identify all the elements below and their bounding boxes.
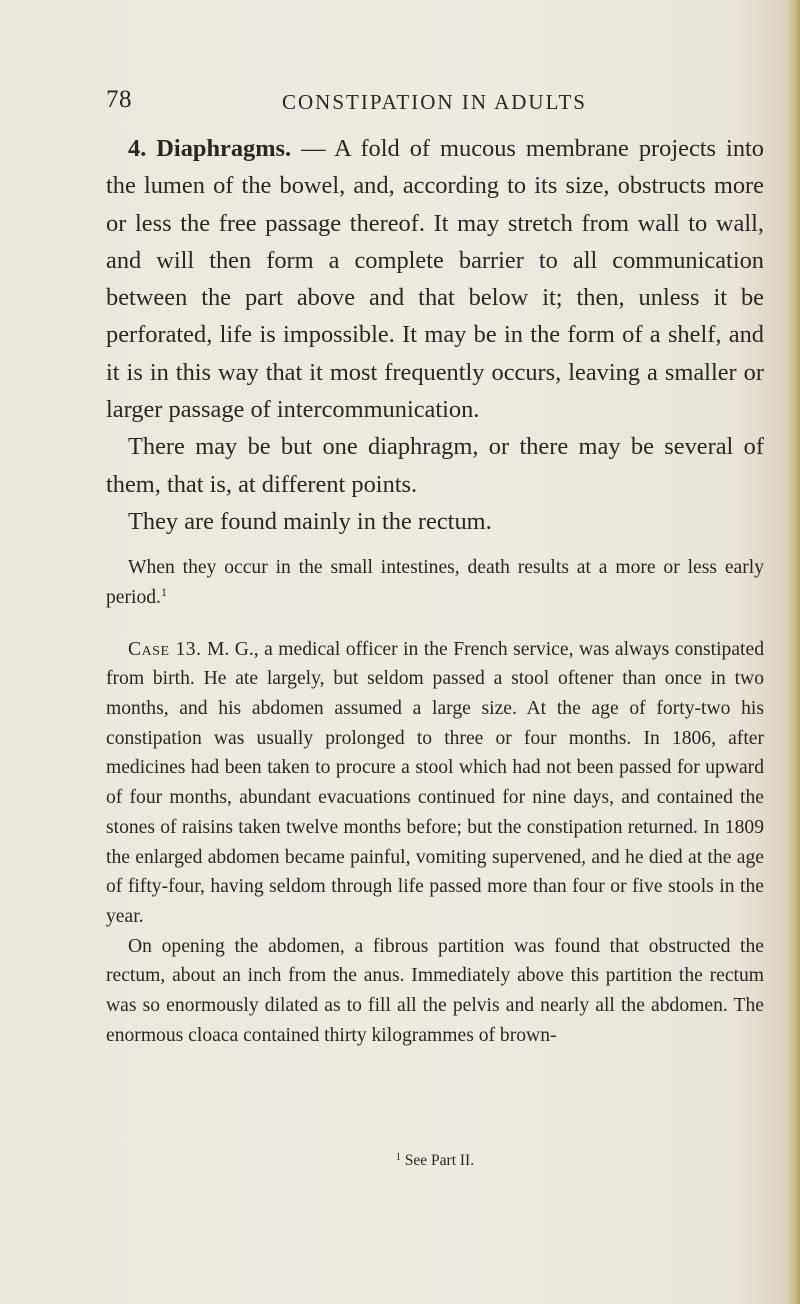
- section-text: — A fold of mucous membrane projects into the lumen of the bowel, and, according to its size, obstructs more or less the free passage thereof. It may stretch from wall to wall, and will then form a complete barrier to all communication between the part above and that below it; then, unless it be perforated, life is impossible. It may be in the form of a shelf, and it is in this way that it most frequently occurs, leaving a smaller or larger passage of intercommunication.: [106, 135, 764, 424]
- footnote: [106, 1152, 764, 1170]
- footnote-mark: 1: [395, 1152, 401, 1163]
- footnote-reference: 1: [160, 584, 167, 599]
- page-body: [106, 130, 764, 1169]
- paragraph-rectum: They are found mainly in the rectum.: [128, 507, 492, 535]
- section-number: 4.: [128, 135, 147, 162]
- page-number: 78: [106, 86, 132, 113]
- section-diaphragms: [106, 130, 764, 428]
- case-13-paragraph: [106, 635, 764, 932]
- paragraph-opening: On opening the abdomen, a fibrous partition was found that obstructed the rectum, about an inch from the anus. Immediately above this partition the rectum was so enormously dilated as to fill all the pelvis and nearly all the abdomen. The enormous cloaca contained thirty kilogrammes of brown-: [106, 935, 764, 1046]
- footnote-text: See Part II.: [400, 1152, 475, 1169]
- paragraph-small-intestines: [106, 553, 764, 612]
- small-intestines-text: When they occur in the small intestines, death results at a more or less early period.: [106, 557, 764, 608]
- section-heading: Diaphragms.: [156, 135, 292, 162]
- case-label: Case 13.: [128, 638, 202, 660]
- page-edge-shadow: [786, 0, 800, 1304]
- running-title: CONSTIPATION IN ADULTS: [282, 90, 587, 114]
- paragraph-several: There may be but one diaphragm, or there may be several of them, that is, at different points.: [106, 433, 764, 498]
- case-text: M. G., a medical officer in the French service, was always constipated from birth. He ate largely, but seldom passed a stool oftener than once in two months, and his abdomen assumed a large size. At the age of forty-two his constipation was usually prolonged to three or four months. In 1806, after medicines had been taken to procure a stool which had not been passed for upward of four months, abundant evacuations continued for nine days, and contained the stones of raisins taken twelve months before; but the constipation returned. In 1809 the enlarged abdomen became painful, vomiting supervened, and he died at the age of fifty-four, having seldom through life passed more than four or five stools in the year.: [106, 638, 764, 927]
- page-header: [106, 86, 756, 126]
